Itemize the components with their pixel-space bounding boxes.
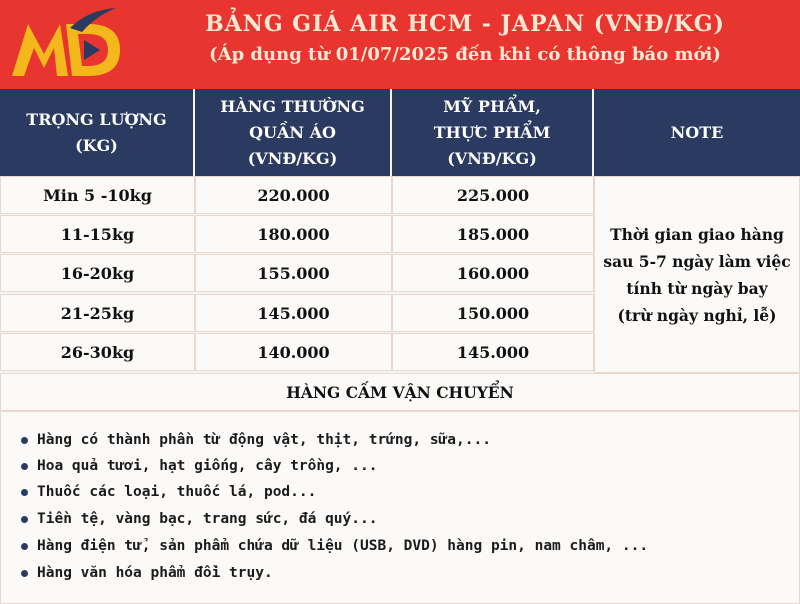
list-item: Tiền tệ, vàng bạc, trang sức, đá quý... — [21, 506, 377, 532]
table-cell-cosmetics-price: 145.000 — [392, 333, 594, 371]
list-item: Thuốc các loại, thuốc lá, pod... — [21, 479, 316, 505]
table-cell-weight: 21-25kg — [0, 294, 195, 332]
table-cell-regular-price: 220.000 — [195, 176, 392, 214]
bullet-icon — [21, 489, 28, 496]
table-cell-cosmetics-price: 150.000 — [392, 294, 594, 332]
bullet-icon — [21, 570, 28, 577]
list-item: Hàng điện tử, sản phẩm chứa dữ liệu (USB, DVD) hàng pin, nam châm, ... — [21, 533, 648, 559]
column-header-cosmetics: MỸ PHẨM, THỰC PHẨM (VNĐ/KG) — [392, 89, 594, 176]
table-cell-weight: Min 5 -10kg — [0, 176, 195, 214]
table-cell-weight: 11-15kg — [0, 215, 195, 253]
company-logo — [8, 6, 126, 82]
column-header-weight: TRỌNG LƯỢNG (KG) — [0, 89, 195, 176]
column-header-note: NOTE — [670, 122, 724, 142]
table-cell-cosmetics-price: 225.000 — [392, 176, 594, 214]
column-header-regular: HÀNG THƯỜNG QUẦN ÁO (VNĐ/KG) — [195, 89, 392, 176]
bullet-icon — [21, 543, 28, 550]
header-banner — [0, 0, 800, 89]
table-cell-cosmetics-price: 160.000 — [392, 254, 594, 292]
prohibited-goods-title: HÀNG CẤM VẬN CHUYỂN — [0, 373, 800, 411]
table-cell-weight: 26-30kg — [0, 333, 195, 371]
prohibited-goods-list — [0, 411, 800, 604]
list-item: Hoa quả tươi, hạt giống, cây trồng, ... — [21, 453, 377, 479]
bullet-icon — [21, 437, 28, 444]
table-cell-regular-price: 140.000 — [195, 333, 392, 371]
bullet-icon — [21, 463, 28, 470]
list-item: Hàng có thành phần từ động vật, thịt, trứng, sữa,... — [21, 427, 491, 453]
table-cell-weight: 16-20kg — [0, 254, 195, 292]
table-header — [0, 89, 800, 176]
page-title: BẢNG GIÁ AIR HCM - JAPAN (VNĐ/KG) — [205, 11, 725, 37]
delivery-note: Thời gian giao hàng sau 5-7 ngày làm việc tính từ ngày bay (trừ ngày nghỉ, lễ) — [594, 176, 800, 373]
table-cell-regular-price: 155.000 — [195, 254, 392, 292]
table-cell-regular-price: 145.000 — [195, 294, 392, 332]
page-subtitle: (Áp dụng từ 01/07/2025 đến khi có thông báo mới) — [209, 44, 721, 65]
bullet-icon — [21, 516, 28, 523]
table-cell-cosmetics-price: 185.000 — [392, 215, 594, 253]
table-cell-regular-price: 180.000 — [195, 215, 392, 253]
list-item: Hàng văn hóa phẩm đồi trụy. — [21, 560, 273, 586]
